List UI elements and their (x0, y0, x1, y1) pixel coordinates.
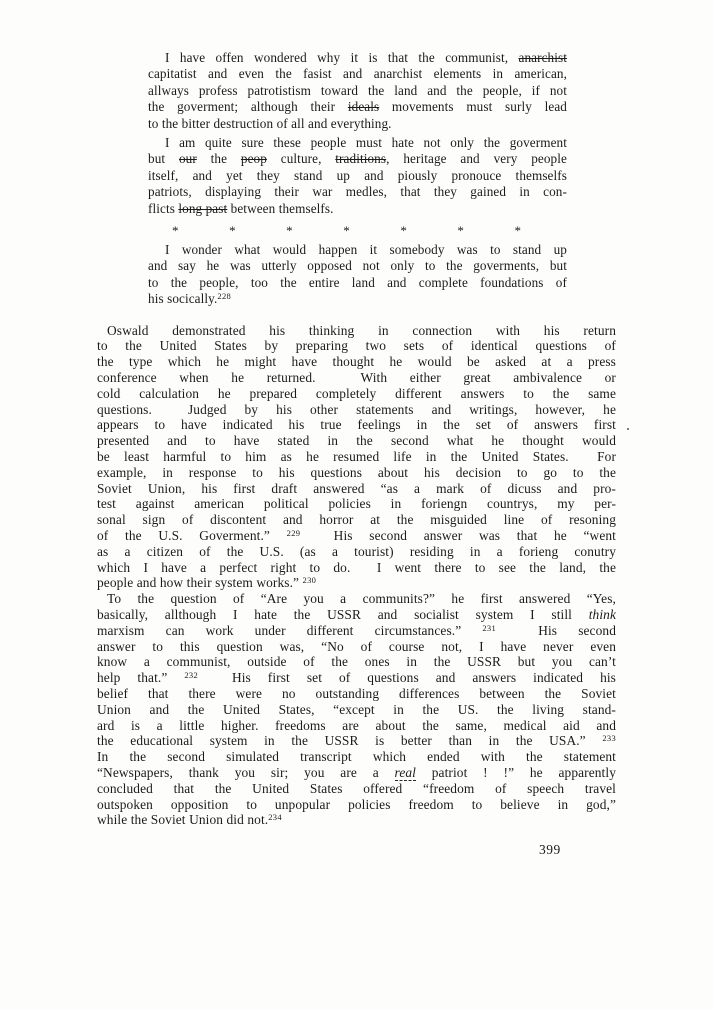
text-line (97, 639, 616, 655)
text-line (148, 66, 567, 82)
text-segment: sonal sign of discontent and horror at the misguided line of resoning (97, 512, 616, 528)
text-line (97, 417, 616, 433)
text-line (148, 258, 567, 274)
text-segment: test against american political policies in foriengn countrys, my per- (97, 496, 616, 512)
text-line (97, 575, 616, 591)
text-segment: to the bitter destruction of all and everything. (148, 115, 392, 131)
asterisk-glyph: * (229, 223, 236, 239)
footnote-reference: 231 (482, 622, 496, 633)
text-line (97, 702, 616, 718)
text-line (148, 168, 567, 184)
text-line (148, 135, 567, 151)
text-line (148, 201, 567, 217)
text-segment: I wonder what would happen it somebody was to stand up (165, 242, 567, 258)
asterisk-separator (172, 224, 521, 237)
text-line (97, 812, 616, 828)
text-line (148, 242, 567, 258)
text-segment: concluded that the United States offered “freedom of speech travel (97, 780, 616, 796)
text-segment: flicts (148, 200, 179, 216)
emphasized-text: anarchist (518, 50, 567, 65)
text-line (148, 275, 567, 291)
page-number: 399 (539, 842, 561, 857)
emphasized-text: our (178, 151, 197, 167)
text-line (97, 386, 616, 402)
footnote-reference: 229 (286, 528, 301, 539)
text-segment: which I have a perfect right to do. I went there to see the land, the (97, 559, 616, 575)
text-line (148, 83, 567, 99)
text-line (97, 465, 616, 481)
asterisk-glyph: * (457, 223, 464, 239)
text-segment: but (148, 151, 179, 167)
text-segment: people and how their system works.” (97, 575, 303, 591)
text-line (97, 623, 616, 639)
text-segment: outspoken opposition to unpopular policies freedom to believe in god,” (97, 796, 616, 812)
text-line (97, 544, 616, 560)
page-text-content (97, 50, 616, 828)
footnote-reference: 233 (602, 733, 616, 744)
text-segment: know a communist, outside of the ones in the USSR but you can’t (97, 654, 616, 670)
scan-speck (627, 428, 629, 430)
asterisk-glyph: * (343, 223, 350, 239)
text-segment: of the U.S. Goverment.” (97, 528, 287, 544)
emphasized-text: ideals (347, 99, 380, 115)
text-segment: patriot ! !” he apparently (416, 765, 616, 780)
text-line (148, 116, 567, 132)
text-segment: culture, (266, 151, 336, 167)
text-segment: be least harmful to him as he resumed life in the United States. For (97, 449, 616, 465)
text-segment: I have offen wondered why it is that the communist, (165, 50, 519, 65)
quote-paragraph (148, 242, 567, 308)
text-line (148, 184, 567, 200)
text-line (97, 654, 616, 670)
text-line (97, 781, 616, 797)
text-segment: itself, and yet they stand up and piously pronouce themselfs (148, 167, 567, 183)
text-segment: while the Soviet Union did not. (97, 812, 269, 828)
text-segment: questions. Judged by his other statements and writings, however, he (97, 401, 616, 417)
text-segment: the type which he might have thought he would be asked at a press (97, 354, 616, 370)
text-segment: Soviet Union, his first draft answered “as a mark of dicuss and pro- (97, 480, 616, 496)
text-segment: ard is a little higher. freedoms are about the same, medical aid and (97, 717, 616, 733)
text-line (97, 686, 616, 702)
text-line (97, 718, 616, 734)
text-segment: Union and the United States, “except in the US. the living stand- (97, 701, 616, 717)
text-segment: marxism can work under different circumstances.” (97, 622, 483, 638)
text-segment: to the United States by preparing two sets of identical questions of (97, 338, 616, 354)
emphasized-text: traditions (335, 151, 387, 167)
text-line (97, 323, 616, 339)
text-segment: allways profess patrotistism toward the land and the people, if not (148, 82, 567, 98)
emphasized-text: long past (178, 200, 228, 216)
text-segment: conference when he returned. With either great ambivalence or (97, 370, 616, 386)
text-segment: the goverment; although their (148, 99, 348, 115)
asterisk-glyph: * (286, 223, 293, 239)
text-line (97, 765, 616, 781)
asterisk-glyph: * (172, 223, 179, 239)
footnote-reference: 232 (184, 670, 199, 681)
asterisk-glyph: * (514, 223, 521, 239)
text-line (97, 449, 616, 465)
text-line (97, 560, 616, 576)
text-segment: between themselfs. (227, 200, 334, 216)
text-segment: basically, allthough I hate the USSR and socialist system I still (97, 607, 589, 623)
footnote-reference: 230 (302, 575, 317, 586)
text-segment: “Newspapers, thank you sir; you are a (97, 765, 395, 780)
text-line (97, 496, 616, 512)
text-line (97, 370, 616, 386)
text-line (97, 433, 616, 449)
emphasized-text: peop (240, 151, 267, 167)
asterisk-glyph: * (400, 223, 407, 239)
text-line (97, 528, 616, 544)
text-segment: help that.” (97, 670, 185, 686)
text-segment: In the second simulated transcript which ended with the statement (97, 749, 616, 765)
text-segment: His second answer was that he “went (300, 528, 616, 544)
emphasized-text: think (588, 607, 616, 623)
text-segment: as a citizen of the U.S. (as a tourist) residing in a forieng conutry (97, 543, 616, 559)
quote-paragraph (148, 50, 567, 132)
text-line (97, 481, 616, 497)
text-segment: To the question of “Are you a communits?” he first answered “Yes, (107, 591, 616, 607)
text-segment: cold calculation he prepared completely different answers to the same (97, 385, 616, 401)
emphasized-text: real (394, 765, 416, 780)
text-line (97, 749, 616, 765)
text-line (148, 151, 567, 167)
body-paragraph (97, 591, 616, 828)
text-segment: presented and to have stated in the second what he thought would (97, 433, 616, 449)
text-line (97, 591, 616, 607)
text-segment: movements must surly lead (379, 99, 567, 115)
text-line (148, 291, 567, 307)
text-segment: and say he was utterly opposed not only to the goverments, but (148, 258, 567, 274)
text-segment: belief that there were no outstanding differences between the Soviet (97, 686, 616, 702)
text-line (148, 99, 567, 115)
text-line (97, 607, 616, 623)
text-segment: answer to this question was, “No of course not, I have never even (97, 638, 616, 654)
text-segment: to the people, too the entire land and complete foundations of (148, 274, 567, 290)
text-segment: I am quite sure these people must hate not only the goverment (165, 135, 567, 151)
text-segment: appears to have indicated his true feelings in the set of answers first (97, 417, 616, 433)
text-line (97, 354, 616, 370)
text-line (97, 512, 616, 528)
text-line (97, 338, 616, 354)
footnote-reference: 234 (268, 812, 282, 823)
text-segment: the educational system in the USSR is better than in the USA.” (97, 733, 603, 749)
text-line (148, 50, 567, 66)
text-segment: , heritage and very people (386, 151, 567, 167)
text-segment: Oswald demonstrated his thinking in connection with his return (107, 322, 616, 338)
text-segment: the (196, 151, 241, 167)
body-paragraph (97, 323, 616, 592)
quote-paragraph (148, 135, 567, 217)
text-segment: His first set of questions and answers indicated his (198, 670, 616, 686)
text-segment: example, in response to his questions about his decision to go to the (97, 464, 616, 480)
text-line (97, 670, 616, 686)
text-line (97, 797, 616, 813)
text-segment: patriots, displaying their war medles, that they gained in con- (148, 184, 567, 200)
text-segment: his socically. (148, 291, 218, 307)
text-segment: capitatist and even the fasist and anarchist elements in american, (148, 66, 567, 82)
text-line (97, 402, 616, 418)
text-segment: His second (496, 622, 616, 638)
footnote-reference: 228 (217, 291, 232, 302)
text-line (97, 733, 616, 749)
